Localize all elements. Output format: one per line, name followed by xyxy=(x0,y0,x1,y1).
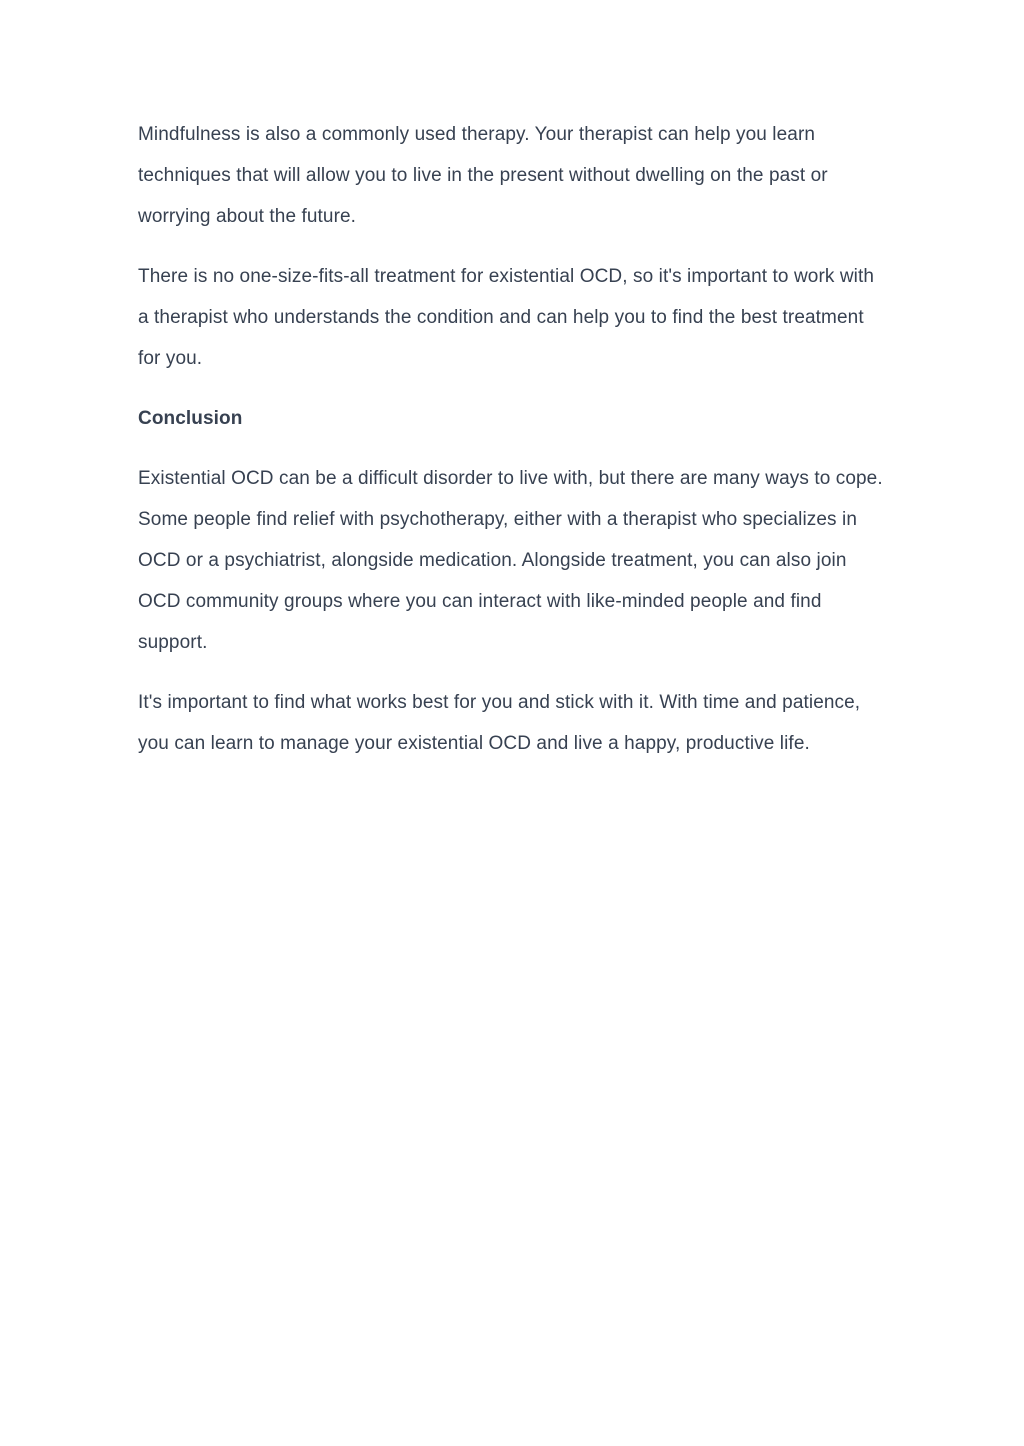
paragraph-treatment: There is no one-size-fits-all treatment for existential OCD, so it's important to work with a therapist who understands the condition and can help you to find the best treatment for you. xyxy=(138,266,875,369)
section-heading-conclusion: Conclusion xyxy=(138,408,243,429)
document-body xyxy=(138,114,888,783)
paragraph-mindfulness: Mindfulness is also a commonly used therapy. Your therapist can help you learn techniques that will allow you to live in the present without dwelling on the past or worrying about the future. xyxy=(138,124,828,227)
paragraph-conclusion-coping: Existential OCD can be a difficult disorder to live with, but there are many ways to cope. Some people find relief with psychotherapy, either with a therapist who specializes in OCD or a psychiatrist, alongside medication. Alongside treatment, you can also join OCD community groups where you can interact with like-minded people and find support. xyxy=(138,468,883,653)
paragraph-conclusion-closing: It's important to find what works best for you and stick with it. With time and patience, you can learn to manage your existential OCD and live a happy, productive life. xyxy=(138,692,861,754)
